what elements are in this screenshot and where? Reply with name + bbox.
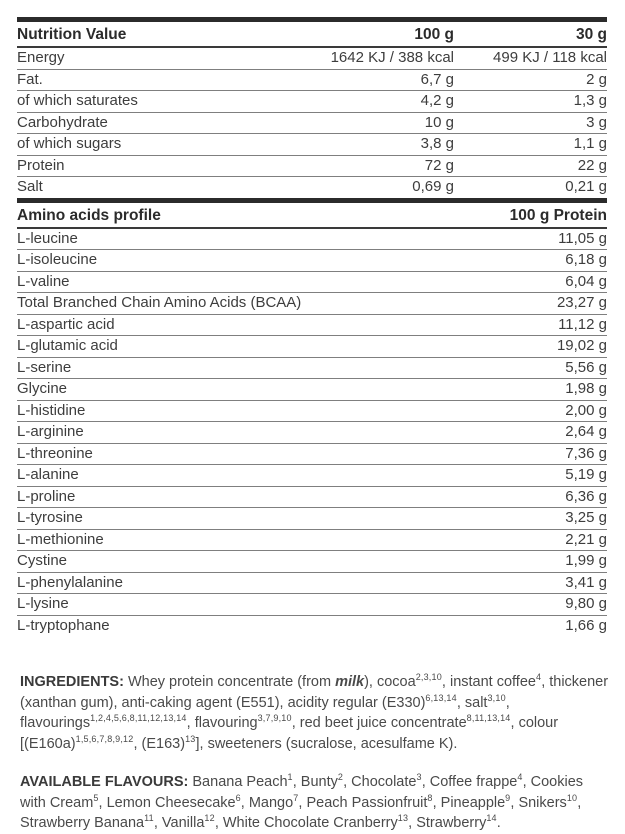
nutrient-name: Fat. (17, 69, 267, 91)
nutrient-value-30g: 1,1 g (454, 134, 607, 156)
amino-acid-name: L-valine (17, 271, 457, 293)
amino-acid-name: L-proline (17, 486, 457, 508)
amino-acid-name: L-tryptophane (17, 616, 110, 634)
amino-acid-value: 2,21 g (457, 529, 607, 551)
amino-acid-name: L-leucine (17, 228, 457, 250)
amino-acid-name: L-methionine (17, 529, 457, 551)
amino-acid-name: Cystine (17, 551, 457, 573)
amino-acid-value: 5,56 g (457, 357, 607, 379)
table-row (17, 336, 607, 358)
amino-acid-name: L-aspartic acid (17, 314, 457, 336)
nutrient-value-100g: 1642 KJ / 388 kcal (267, 47, 454, 69)
nutrient-value-30g: 1,3 g (454, 91, 607, 113)
amino-acid-name: L-alanine (17, 465, 457, 487)
amino-acid-name: L-phenylalanine (17, 572, 457, 594)
amino-acid-name: L-isoleucine (17, 250, 457, 272)
table-row (17, 508, 607, 530)
amino-acid-name: L-arginine (17, 422, 457, 444)
amino-acid-value: 7,36 g (457, 443, 607, 465)
amino-acid-value: 1,99 g (457, 551, 607, 573)
amino-acid-value: 1,66 g (565, 616, 607, 634)
table-row (17, 69, 607, 91)
amino-acid-name: Total Branched Chain Amino Acids (BCAA) (17, 293, 457, 315)
amino-acid-value: 5,19 g (457, 465, 607, 487)
nutrition-table (17, 17, 607, 203)
amino-acid-value: 19,02 g (457, 336, 607, 358)
table-row (17, 594, 607, 616)
table-row (17, 529, 607, 551)
nutrition-table-header (17, 20, 607, 48)
nutrient-name: Protein (17, 155, 267, 177)
nutrient-value-100g: 3,8 g (267, 134, 454, 156)
nutrient-value-100g: 0,69 g (412, 178, 454, 195)
amino-header-protein: 100 g Protein (457, 203, 607, 228)
amino-acid-name: Glycine (17, 379, 457, 401)
amino-acid-value: 3,25 g (457, 508, 607, 530)
nutrition-header-name: Nutrition Value (17, 20, 267, 48)
nutrient-value-100g: 10 g (267, 112, 454, 134)
amino-acid-value: 6,36 g (457, 486, 607, 508)
table-row (17, 112, 607, 134)
nutrient-name: Carbohydrate (17, 112, 267, 134)
amino-acid-value: 6,18 g (457, 250, 607, 272)
amino-acid-name: L-glutamic acid (17, 336, 457, 358)
table-row (17, 250, 607, 272)
table-row (17, 400, 607, 422)
amino-acid-value: 3,41 g (457, 572, 607, 594)
amino-header-title: Amino acids profile (17, 203, 457, 228)
amino-acid-value: 6,04 g (457, 271, 607, 293)
amino-acid-value: 1,98 g (457, 379, 607, 401)
nutrient-value-30g: 22 g (454, 155, 607, 177)
table-row (17, 177, 607, 201)
table-row (17, 551, 607, 573)
amino-acid-value: 11,05 g (457, 228, 607, 250)
table-row (17, 443, 607, 465)
nutrition-header-row (17, 20, 607, 48)
table-row (17, 314, 607, 336)
amino-acid-name: L-serine (17, 357, 457, 379)
nutrition-header-30g: 30 g (454, 20, 607, 48)
available-flavours-label: AVAILABLE FLAVOURS: (20, 774, 189, 790)
ingredients-paragraph (20, 672, 609, 754)
amino-acid-name: L-lysine (17, 594, 457, 616)
available-flavours-text: Banana Peach$^1$, Bunty$^2$, Chocolate$^3$, Coffee frappe$^4$, Cookies with Cream$^5$, Lemon Cheesecake$^6$, Mango$^7$, Peach Passionfruit$^8$, Pineapple$^9$, Snikers$^{10}$, Strawberry Banana$^{11}$, Vanilla$^{12}$, White Chocolate Cranberry$^{13}$, Strawberry$^{14}$. (20, 772, 584, 831)
table-row (17, 271, 607, 293)
amino-acid-value: 2,64 g (457, 422, 607, 444)
nutrition-header-100g: 100 g (267, 20, 454, 48)
nutrient-value-100g: 72 g (267, 155, 454, 177)
table-row (17, 47, 607, 69)
amino-acid-name: L-tyrosine (17, 508, 457, 530)
nutrient-value-30g: 499 KJ / 118 kcal (454, 47, 607, 69)
amino-acid-value: 23,27 g (457, 293, 607, 315)
amino-acid-value: 2,00 g (457, 400, 607, 422)
table-row (17, 228, 607, 250)
nutrient-value-30g: 2 g (454, 69, 607, 91)
table-row (17, 572, 607, 594)
table-row (17, 422, 607, 444)
amino-table-body (17, 228, 607, 637)
table-row (17, 155, 607, 177)
table-row (17, 465, 607, 487)
amino-acid-name: L-threonine (17, 443, 457, 465)
amino-acid-name: L-histidine (17, 400, 457, 422)
nutrition-table-body (17, 47, 607, 200)
table-row (17, 134, 607, 156)
nutrient-value-100g: 6,7 g (267, 69, 454, 91)
table-row (17, 486, 607, 508)
nutrient-name: Energy (17, 47, 267, 69)
available-flavours-paragraph (20, 772, 609, 834)
table-row (17, 293, 607, 315)
amino-acids-table (17, 203, 607, 637)
amino-table-header (17, 203, 607, 228)
amino-header-row (17, 203, 607, 228)
ingredients-label: INGREDIENTS: (20, 674, 124, 690)
nutrient-value-30g: 0,21 g (565, 178, 607, 195)
nutrient-name: Salt (17, 178, 43, 195)
table-row (17, 91, 607, 113)
table-row (17, 379, 607, 401)
amino-acid-value: 11,12 g (457, 314, 607, 336)
nutrient-name: of which sugars (17, 134, 267, 156)
nutrient-name: of which saturates (17, 91, 267, 113)
nutrient-value-100g: 4,2 g (267, 91, 454, 113)
table-row (17, 357, 607, 379)
nutrient-value-30g: 3 g (454, 112, 607, 134)
amino-acid-value: 9,80 g (457, 594, 607, 616)
table-row (17, 615, 607, 636)
ingredients-text: Whey protein concentrate (from milk), cocoa$^{2,3,10}$, instant coffee$^4$, thickener (xanthan gum), anti-caking agent (E551), acidity regular $(E330)^{6,13,14}$, salt$^{3,10}$, flavourings$^{1,2,4,5,6,8,11,12,13,14}$, flavouring$^{3,7,9,10}$, red beet juice concentrate$^{8,11,13,14}$, colour [$(E160a)^{1,5,6,7,8,9,12}$, $(E163)^{13}$], sweeteners (sucralose, acesulfame K). (20, 672, 609, 752)
